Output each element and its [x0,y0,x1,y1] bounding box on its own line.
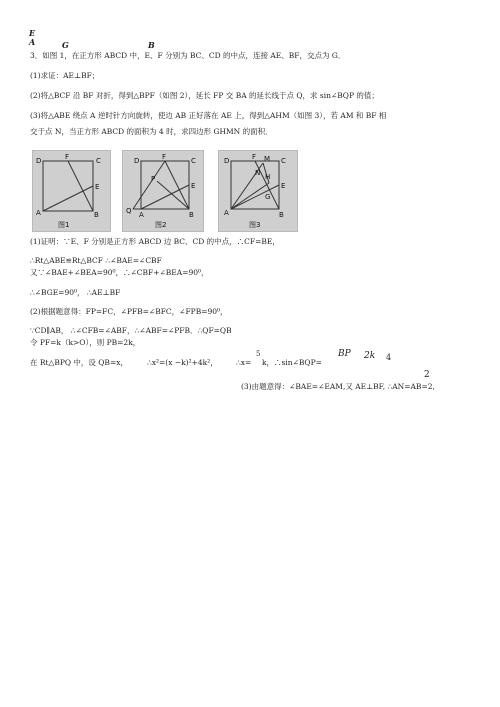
figure-3 [218,150,298,232]
fig3-label-c: C [281,157,286,165]
solution-2: ∴Rt△ABE≌Rt△BCF ∴∠BAE=∠CBF [30,256,162,265]
solution-8-x-num: 5 [256,350,261,358]
fig2-caption: 图2 [155,221,167,229]
fig1-label-a: A [36,209,41,217]
solution-8-intro: 在 Rt△BPQ 中，设 QB=x， [30,358,128,367]
fig1-label-c: C [96,157,101,165]
solution-8-two: 2 [424,370,430,380]
fig2-label-c: C [191,157,196,165]
fig2-label-e: E [191,182,196,190]
solution-8-x: ∴x= [236,358,252,367]
fig3-label-m: M [264,155,271,163]
problem-q1: (1)求证：AE⊥BF； [30,71,100,80]
solution-7: 令 PF=k（k>O），则 PB=2k， [30,338,141,347]
fig2-label-b: B [189,211,194,219]
problem-q3-line1: (3)将△ABE 绕点 A 逆时针方向旋转，使边 AB 正好落在 AE 上，得到△AHM（如图 3），若 AM 和 BF 相 [30,111,387,120]
fragment-b: B [148,40,155,50]
solution-8-2k: 2k [364,351,376,361]
problem-intro: 3．如图 1，在正方形 ABCD 中，E、F 分别为 BC、CD 的中点，连接 AE、BF，交点为 G． [30,51,346,60]
fig3-label-e: E [281,182,286,190]
fig2-label-f: F [162,153,167,161]
fragment-a: A [29,37,36,47]
fig3-label-h: H [265,173,271,181]
solution-3: 又∵∠BAE+∠BEA=90⁰，∴∠CBF+∠BEA=90⁰， [30,268,209,277]
figure-1-drawing [33,151,110,231]
solution-8-sin: k，∴sin∠BQP= [262,358,322,367]
fig1-label-b: B [94,211,99,219]
solution-8-four: 4 [386,353,392,362]
fragment-e: E [29,28,36,38]
figure-2-drawing [123,151,203,231]
fig2-label-p: P [151,175,156,183]
solution-9: (3)由题意得：∠BAE=∠EAM,又 AE⊥BF, ∴AN=AB=2, [241,382,435,391]
problem-q2: (2)将△BCF 沿 BF 对折，得到△BPF（如图 2），延长 FP 交 BA 的延长线于点 Q，求 sin∠BQP 的值； [30,91,379,100]
fig1-caption: 图1 [58,221,70,229]
fig3-label-g: G [265,193,271,201]
fig3-label-b: B [279,211,284,219]
problem-q3-line2: 交于点 N，当正方形 ABCD 的面积为 4 时，求四边形 GHMN 的面积． [30,127,273,136]
solution-4: ∴∠BGE=90⁰， ∴AE⊥BF [30,288,121,297]
figure-3-drawing [219,151,297,231]
fig1-label-d: D [36,157,42,165]
solution-5: (2)根据题意得：FP=FC，∠PFB=∠BFC，∠FPB=90⁰， [30,307,228,316]
fig1-label-e: E [95,183,100,191]
fragment-g: G [62,40,69,50]
solution-6: ∵CD∥AB， ∴∠CFB=∠ABF，∴∠ABF=∠PFB．∴QF=QB [30,326,232,335]
fig1-label-f: F [65,153,70,161]
fig2-label-q: Q [126,207,132,215]
fig3-label-f: F [252,153,257,161]
solution-8-equation: ∴x²=(x −k)²+4k²， [147,358,218,367]
fig3-caption: 图3 [249,221,261,229]
fig3-label-n: N [255,169,261,177]
solution-1: (1)证明：∵E、F 分别是正方形 ABCD 边 BC、CD 的中点，∴CF=BE， [30,237,280,246]
fig2-label-d: D [134,157,140,165]
fig2-label-a: A [139,211,144,219]
fig3-label-d: D [224,157,230,165]
fig3-label-a: A [224,209,229,217]
figure-2 [122,150,204,232]
figure-1 [32,150,111,232]
solution-8-bp: BP [338,349,351,359]
